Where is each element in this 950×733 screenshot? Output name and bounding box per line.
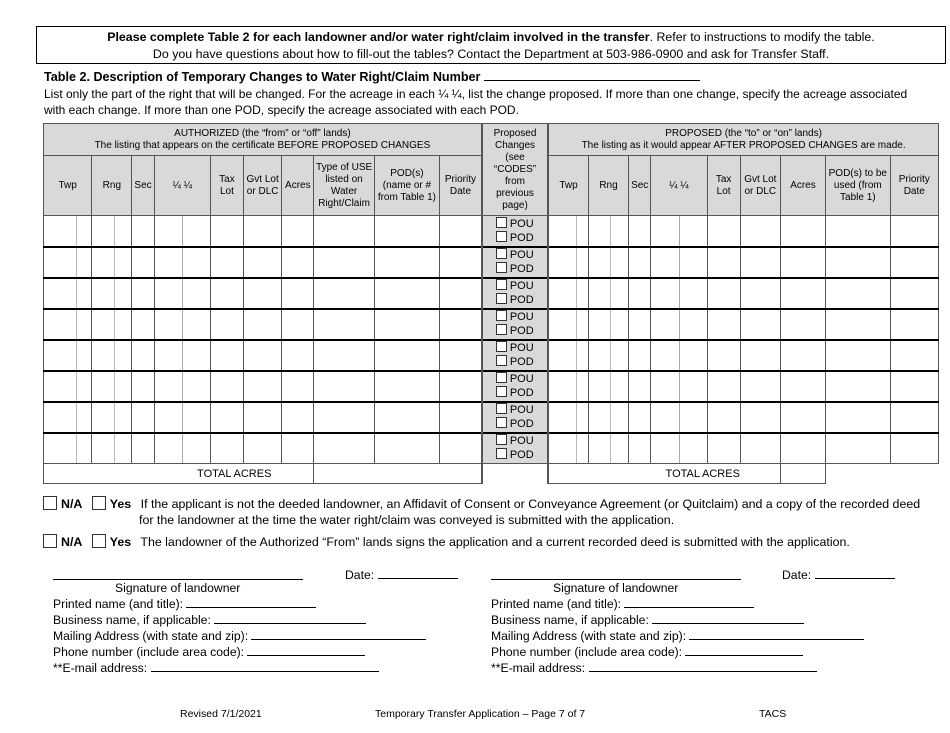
table-cell[interactable] [740,278,780,309]
table-cell[interactable] [44,216,92,247]
mailing-field-left[interactable] [251,628,426,640]
table-cell[interactable] [210,340,243,371]
table-cell[interactable] [314,216,374,247]
table-cell[interactable] [44,371,92,402]
signature-block-left: Signature of landowner Printed name (and title): Business name, if applicable: Mailing Address (with state and zip): Phone number (include area code): **E-mail address: [53,566,473,676]
table-cell[interactable] [890,278,939,309]
phone-field-right[interactable] [685,644,803,656]
change-option[interactable]: POD [483,355,547,369]
printed-name-field-left[interactable] [186,596,316,608]
table-cell[interactable] [92,402,132,433]
table-cell[interactable] [740,371,780,402]
table-row [44,340,939,371]
table-cell[interactable] [651,371,707,402]
table-cell[interactable] [44,247,92,278]
table-cell[interactable] [244,309,282,340]
table-cell[interactable] [314,309,374,340]
table-cell[interactable] [282,340,314,371]
table-cell[interactable] [374,216,439,247]
table-cell[interactable] [588,247,628,278]
table-cell[interactable] [707,402,740,433]
checkbox-icon[interactable] [496,403,507,414]
table-cell[interactable] [282,216,314,247]
table-cell[interactable] [740,340,780,371]
table-cell[interactable] [244,371,282,402]
table-cell[interactable] [651,278,707,309]
table-cell[interactable] [44,433,92,464]
table-cell[interactable] [210,278,243,309]
change-code-cell [482,278,548,309]
table-cell[interactable] [314,433,374,464]
table-cell[interactable] [132,216,154,247]
signature-block-right: Signature of landowner Printed name (and title): Business name, if applicable: Mailing Address (with state and zip): Phone number (include area code): **E-mail address: [491,566,911,676]
table-cell[interactable] [314,247,374,278]
business-field-right[interactable] [652,612,804,624]
table-cell[interactable] [651,340,707,371]
na-checkbox-1[interactable] [43,496,57,510]
change-option[interactable]: POD [483,386,547,400]
pcol-gvt-lot: Gvt Lot or DLC [740,156,780,216]
table-cell[interactable] [92,371,132,402]
notice-bold: Please complete Table 2 for each landowner and/or water right/claim involved in the transfer [107,30,650,44]
table-cell[interactable] [629,433,651,464]
table-cell[interactable] [826,433,890,464]
footer-page: Temporary Transfer Application – Page 7 of 7 [375,708,586,720]
table-cell[interactable] [282,278,314,309]
table-cell[interactable] [707,247,740,278]
check-text-1: If the applicant is not the deeded landowner, an Affidavit of Consent or Conveyance Agreement (or Quitclaim) and a copy of the recorded deed [140,497,921,511]
table-cell[interactable] [780,216,825,247]
table-cell[interactable] [210,371,243,402]
change-code-cell [482,216,548,247]
table-cell[interactable] [588,402,628,433]
table-cell[interactable] [890,216,939,247]
change-option[interactable]: POD [483,448,547,462]
table-cell[interactable] [132,309,154,340]
email-field-left[interactable] [151,660,379,672]
checkbox-icon[interactable] [496,448,507,459]
table-title: Table 2. Description of Temporary Changes to Water Right/Claim Number [44,69,700,84]
notice-box [36,26,946,64]
table-row [44,278,939,309]
table-cell[interactable] [629,402,651,433]
change-option[interactable]: POU [483,217,547,231]
table-cell[interactable] [826,371,890,402]
change-option[interactable]: POU [483,341,547,355]
table-cell[interactable] [629,216,651,247]
table-cell[interactable] [651,309,707,340]
col-gvt-lot: Gvt Lot or DLC [244,156,282,216]
date-right: Date: [782,567,895,582]
date-field-right[interactable] [815,567,895,579]
col-qq: ¼ ¼ [154,156,210,216]
table-cell[interactable] [780,278,825,309]
table-cell[interactable] [132,433,154,464]
table-cell[interactable] [826,247,890,278]
col-acres: Acres [282,156,314,216]
table-cell[interactable] [826,216,890,247]
table-cell[interactable] [282,371,314,402]
checkbox-icon[interactable] [496,341,507,352]
change-option[interactable]: POU [483,403,547,417]
table-cell[interactable] [440,216,482,247]
checkbox-icon[interactable] [496,217,507,228]
table-cell[interactable] [629,340,651,371]
mailing-field-right[interactable] [689,628,864,640]
change-option[interactable]: POD [483,417,547,431]
proposed-total-acres-field[interactable] [780,464,825,484]
table-cell[interactable] [92,433,132,464]
table-cell[interactable] [629,247,651,278]
table-cell[interactable] [282,247,314,278]
table-cell[interactable] [740,247,780,278]
table-cell[interactable] [826,278,890,309]
authorized-total-acres-field[interactable] [314,464,482,484]
table-cell[interactable] [440,247,482,278]
table-row [44,216,939,247]
table-cell[interactable] [244,278,282,309]
table-cell[interactable] [440,433,482,464]
checkbox-icon[interactable] [496,293,507,304]
table-cell[interactable] [780,340,825,371]
table-cell[interactable] [44,309,92,340]
change-option[interactable]: POD [483,262,547,276]
change-code-cell [482,433,548,464]
check-row-1: N/A Yes If the applicant is not the deeded landowner, an Affidavit of Consent or Conveyance Agreement (or Quitclaim) and a copy of the recorded deed [43,496,920,512]
table-cell[interactable] [314,340,374,371]
table-cell[interactable] [210,247,243,278]
table-cell[interactable] [244,402,282,433]
table-cell[interactable] [588,278,628,309]
change-option[interactable]: POU [483,372,547,386]
table-cell[interactable] [890,371,939,402]
proposed-changes-header: Proposed Changes (see “CODES” from previous page) [482,124,548,216]
table-cell[interactable] [440,278,482,309]
table-cell[interactable] [314,278,374,309]
checkbox-icon[interactable] [496,355,507,366]
table-cell[interactable] [740,433,780,464]
table-cell[interactable] [154,433,210,464]
table-cell[interactable] [780,247,825,278]
table-cell[interactable] [588,433,628,464]
printed-name-field-right[interactable] [624,596,754,608]
change-option[interactable]: POU [483,279,547,293]
table-cell[interactable] [210,402,243,433]
checkbox-icon[interactable] [496,417,507,428]
table-cell[interactable] [44,340,92,371]
checkbox-icon[interactable] [496,262,507,273]
table-cell[interactable] [707,340,740,371]
pcol-rng: Rng [588,156,628,216]
date-field-left[interactable] [378,567,458,579]
table-cell[interactable] [374,402,439,433]
table-cell[interactable] [707,371,740,402]
table-cell[interactable] [92,247,132,278]
change-option[interactable]: POU [483,310,547,324]
table-cell[interactable] [548,402,588,433]
table-cell[interactable] [154,371,210,402]
table-cell[interactable] [780,402,825,433]
proposed-total-acres-label: TOTAL ACRES [548,464,780,484]
table-cell[interactable] [651,216,707,247]
table-cell[interactable] [244,216,282,247]
change-code-cell [482,402,548,433]
table-row [44,247,939,278]
table-cell[interactable] [707,433,740,464]
authorized-header: AUTHORIZED (the “from” or “off” lands) The listing that appears on the certificate BEFORE PROPOSED CHANGES [44,124,482,156]
table-cell[interactable] [707,216,740,247]
check-text-2: The landowner of the Authorized “From” lands signs the application and a current recorded deed is submitted with the application. [140,535,850,549]
table-cell[interactable] [826,340,890,371]
table-instructions: List only the part of the right that will be changed. For the acreage in each ¼ ¼, list the change proposed. If more than one change, specify the acreage associated with each change. If more than one POD, specify the acreage associated with each POD. [44,87,908,117]
table-cell[interactable] [780,309,825,340]
table-cell[interactable] [44,402,92,433]
table-cell[interactable] [588,216,628,247]
table-cell[interactable] [210,216,243,247]
change-code-cell [482,371,548,402]
table-cell[interactable] [890,433,939,464]
table-row [44,371,939,402]
change-option[interactable]: POD [483,293,547,307]
table-cell[interactable] [890,340,939,371]
table-cell[interactable] [588,309,628,340]
table-cell[interactable] [154,247,210,278]
table-cell[interactable] [210,433,243,464]
col-twp: Twp [44,156,92,216]
table-cell[interactable] [374,371,439,402]
table-cell[interactable] [548,340,588,371]
pcol-twp: Twp [548,156,588,216]
table-cell[interactable] [740,402,780,433]
table-cell[interactable] [826,309,890,340]
business-field-left[interactable] [214,612,366,624]
table-cell[interactable] [548,433,588,464]
table-cell[interactable] [629,371,651,402]
table-cell[interactable] [92,340,132,371]
col-pods: POD(s) (name or # from Table 1) [374,156,439,216]
col-tax-lot: Tax Lot [210,156,243,216]
change-option[interactable]: POD [483,324,547,338]
table-cell[interactable] [826,402,890,433]
table-cell[interactable] [651,402,707,433]
table-cell[interactable] [629,278,651,309]
table-row [44,433,939,464]
changes-table [43,123,939,484]
checkbox-icon[interactable] [496,372,507,383]
col-type-of-use: Type of USE listed on Water Right/Claim [314,156,374,216]
table-cell[interactable] [548,247,588,278]
checkbox-icon[interactable] [496,324,507,335]
table-cell[interactable] [740,309,780,340]
checkbox-icon[interactable] [496,248,507,259]
table-cell[interactable] [210,309,243,340]
checkbox-icon[interactable] [496,434,507,445]
total-acres-label: TOTAL ACRES [44,464,314,484]
na-checkbox-2[interactable] [43,534,57,548]
checkbox-icon[interactable] [496,386,507,397]
table-cell[interactable] [374,247,439,278]
table-cell[interactable] [707,278,740,309]
table-cell[interactable] [314,371,374,402]
table-cell[interactable] [651,433,707,464]
table-cell[interactable] [890,402,939,433]
table-cell[interactable] [44,278,92,309]
table-cell[interactable] [132,340,154,371]
change-code-cell [482,247,548,278]
table-cell[interactable] [374,309,439,340]
table-cell[interactable] [132,247,154,278]
checkbox-icon[interactable] [496,231,507,242]
table-cell[interactable] [154,309,210,340]
table-cell[interactable] [548,371,588,402]
yes-checkbox-2[interactable] [92,534,106,548]
pcol-qq: ¼ ¼ [651,156,707,216]
table-cell[interactable] [588,340,628,371]
table-cell[interactable] [92,309,132,340]
pcol-acres: Acres [780,156,825,216]
change-option[interactable]: POD [483,231,547,245]
table-cell[interactable] [548,216,588,247]
col-priority: Priority Date [440,156,482,216]
table-cell[interactable] [244,247,282,278]
table-cell[interactable] [440,309,482,340]
water-right-number-field[interactable] [484,69,700,81]
table-cell[interactable] [132,402,154,433]
yes-checkbox-1[interactable] [92,496,106,510]
table-cell[interactable] [548,309,588,340]
date-left: Date: [345,567,458,582]
table-row [44,402,939,433]
table-cell[interactable] [780,433,825,464]
table-cell[interactable] [707,309,740,340]
table-cell[interactable] [132,371,154,402]
table-cell[interactable] [244,340,282,371]
footer-code: TACS [759,708,787,720]
check-row-2: N/A Yes The landowner of the Authorized “From” lands signs the application and a current recorded deed is submitted with the application. [43,534,850,550]
check-row-1-cont: for the landowner at the time the water right/claim was conveyed is submitted with the application. [139,513,675,527]
table-cell[interactable] [154,402,210,433]
change-option[interactable]: POU [483,248,547,262]
email-field-right[interactable] [589,660,817,672]
table-cell[interactable] [92,216,132,247]
signature-line-right[interactable] [491,566,741,580]
table-cell[interactable] [282,309,314,340]
col-rng: Rng [92,156,132,216]
change-option[interactable]: POU [483,434,547,448]
table-cell[interactable] [890,309,939,340]
table-cell[interactable] [780,371,825,402]
table-cell[interactable] [440,371,482,402]
table-cell[interactable] [440,340,482,371]
pcol-tax-lot: Tax Lot [707,156,740,216]
table-cell[interactable] [374,340,439,371]
table-cell[interactable] [588,371,628,402]
table-cell[interactable] [740,216,780,247]
notice-line2: Do you have questions about how to fill-out the tables? Contact the Department at 503-986-0900 and ask for Transfer Staff. [152,47,830,61]
checkbox-icon[interactable] [496,310,507,321]
phone-field-left[interactable] [247,644,365,656]
footer-revised: Revised 7/1/2021 [180,708,262,720]
table-cell[interactable] [92,278,132,309]
table-cell[interactable] [374,278,439,309]
checkbox-icon[interactable] [496,279,507,290]
table-cell[interactable] [282,402,314,433]
table-cell[interactable] [629,309,651,340]
pcol-pods: POD(s) to be used (from Table 1) [826,156,890,216]
table-cell[interactable] [651,247,707,278]
change-code-cell [482,340,548,371]
table-cell[interactable] [244,433,282,464]
pcol-priority: Priority Date [890,156,939,216]
notice-rest: . Refer to instructions to modify the table. [649,30,875,44]
table-cell[interactable] [132,278,154,309]
change-code-cell [482,309,548,340]
table-cell[interactable] [282,433,314,464]
signature-line-left[interactable] [53,566,303,580]
table-cell[interactable] [374,433,439,464]
table-cell[interactable] [548,278,588,309]
table-cell[interactable] [154,216,210,247]
table-cell[interactable] [154,278,210,309]
pcol-sec: Sec [629,156,651,216]
table-cell[interactable] [154,340,210,371]
col-sec: Sec [132,156,154,216]
table-cell[interactable] [890,247,939,278]
table-cell[interactable] [440,402,482,433]
table-row [44,309,939,340]
table-cell[interactable] [314,402,374,433]
proposed-header: PROPOSED (the “to” or “on” lands) The listing as it would appear AFTER PROPOSED CHANGES are made. [548,124,938,156]
